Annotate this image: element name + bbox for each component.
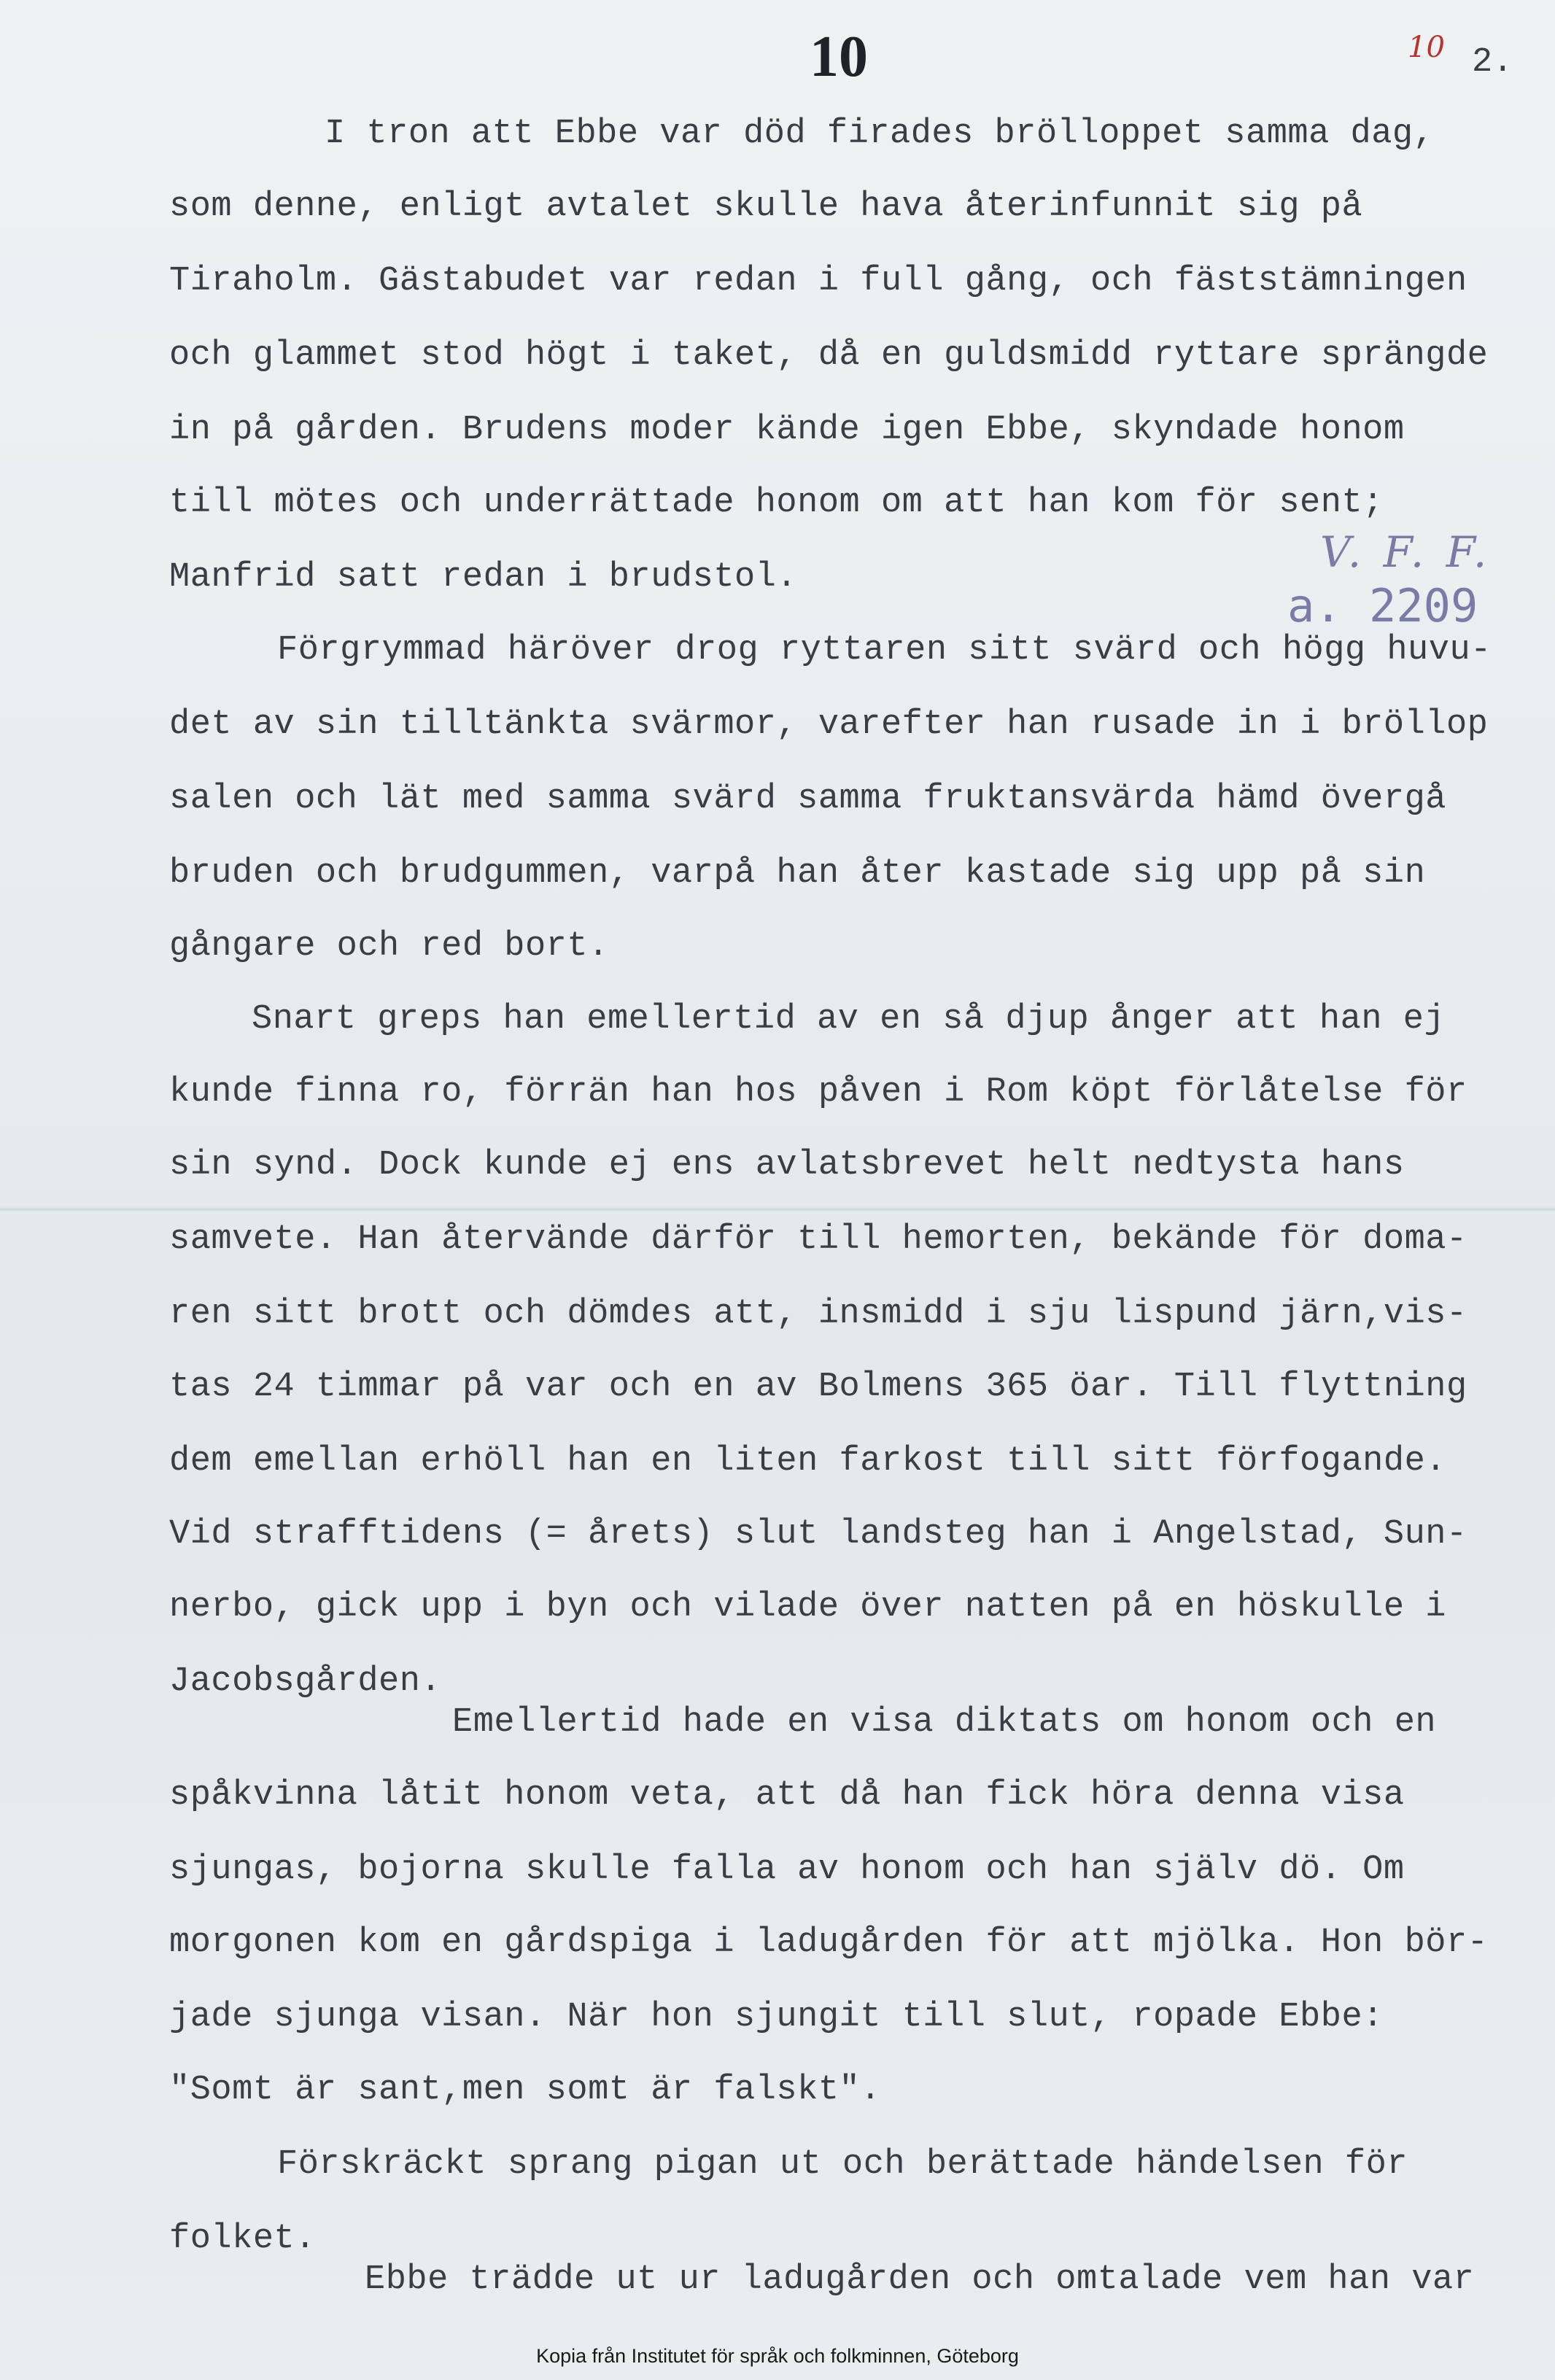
text-line-5: in på gården. Brudens moder kände igen Ebbe, skyndade honom: [169, 411, 1405, 449]
text-line-30: folket.: [169, 2220, 316, 2258]
text-line-2: som denne, enligt avtalet skulle hava återinfunnit sig på: [169, 187, 1363, 226]
text-line-27: jade sjunga visan. När hon sjungit till slut, ropade Ebbe:: [169, 1998, 1384, 2036]
text-line-31: Ebbe trädde ut ur ladugården och omtalade vem han var: [365, 2260, 1475, 2299]
text-line-28: "Somt är sant,men somt är falskt".: [169, 2071, 881, 2109]
text-line-12: gångare och red bort.: [169, 927, 609, 966]
text-line-25: sjungas, bojorna skulle falla av honom och han själv dö. Om: [169, 1850, 1405, 1889]
text-line-6: till mötes och underrättade honom om att han kom för sent;: [169, 484, 1384, 522]
text-line-1: I tron att Ebbe var död firades brölloppet samma dag,: [325, 115, 1435, 153]
text-line-21: nerbo, gick upp i byn och vilade över natten på en höskulle i: [169, 1588, 1446, 1627]
archive-stamp-number: a. 2209: [1287, 579, 1478, 632]
text-line-14: kunde finna ro, förrän han hos påven i Rom köpt förlåtelse för: [169, 1073, 1467, 1112]
text-line-8: Förgrymmad häröver drog ryttaren sitt svärd och högg huvu-: [277, 631, 1492, 670]
text-line-10: salen och lät med samma svärd samma fruktansvärda hämd övergå: [169, 780, 1446, 818]
text-line-17: ren sitt brott och dömdes att, insmidd i sju lispund järn,vis-: [169, 1295, 1467, 1333]
handwritten-page-number: 10: [1408, 31, 1445, 64]
archive-stamp-initials: V. F. F.: [1320, 527, 1492, 577]
text-line-29: Förskräckt sprang pigan ut och berättade händelsen för: [277, 2145, 1408, 2184]
page-number: 10: [810, 25, 868, 89]
paper-fold: [0, 1207, 1555, 1212]
sheet-number: 2.: [1472, 43, 1513, 82]
text-line-19: dem emellan erhöll han en liten farkost till sitt förfogande.: [169, 1442, 1446, 1481]
text-line-18: tas 24 timmar på var och en av Bolmens 365 öar. Till flyttning: [169, 1368, 1467, 1406]
text-line-9: det av sin tilltänkta svärmor, varefter han rusade in i bröllop: [169, 705, 1489, 744]
text-line-13: Snart greps han emellertid av en så djup ånger att han ej: [252, 1000, 1446, 1039]
text-line-3: Tiraholm. Gästabudet var redan i full gång, och fäststämningen: [169, 262, 1467, 301]
text-line-7: Manfrid satt redan i brudstol.: [169, 558, 798, 597]
text-line-22: Jacobsgården.: [169, 1662, 442, 1701]
text-line-11: bruden och brudgummen, varpå han åter kastade sig upp på sin: [169, 854, 1426, 893]
archive-footer: Kopia från Institutet för språk och folkminnen, Göteborg: [536, 2345, 1019, 2367]
text-line-24: spåkvinna låtit honom veta, att då han fick höra denna visa: [169, 1776, 1405, 1815]
text-line-16: samvete. Han återvände därför till hemorten, bekände för doma-: [169, 1220, 1467, 1259]
text-line-4: och glammet stod högt i taket, då en guldsmidd ryttare sprängde: [169, 336, 1489, 375]
text-line-23: Emellertid hade en visa diktats om honom och en: [452, 1703, 1437, 1742]
text-line-15: sin synd. Dock kunde ej ens avlatsbrevet helt nedtysta hans: [169, 1146, 1405, 1185]
text-line-20: Vid strafftidens (= årets) slut landsteg han i Angelstad, Sun-: [169, 1515, 1467, 1554]
text-line-26: morgonen kom en gårdspiga i ladugården för att mjölka. Hon bör-: [169, 1923, 1489, 1962]
